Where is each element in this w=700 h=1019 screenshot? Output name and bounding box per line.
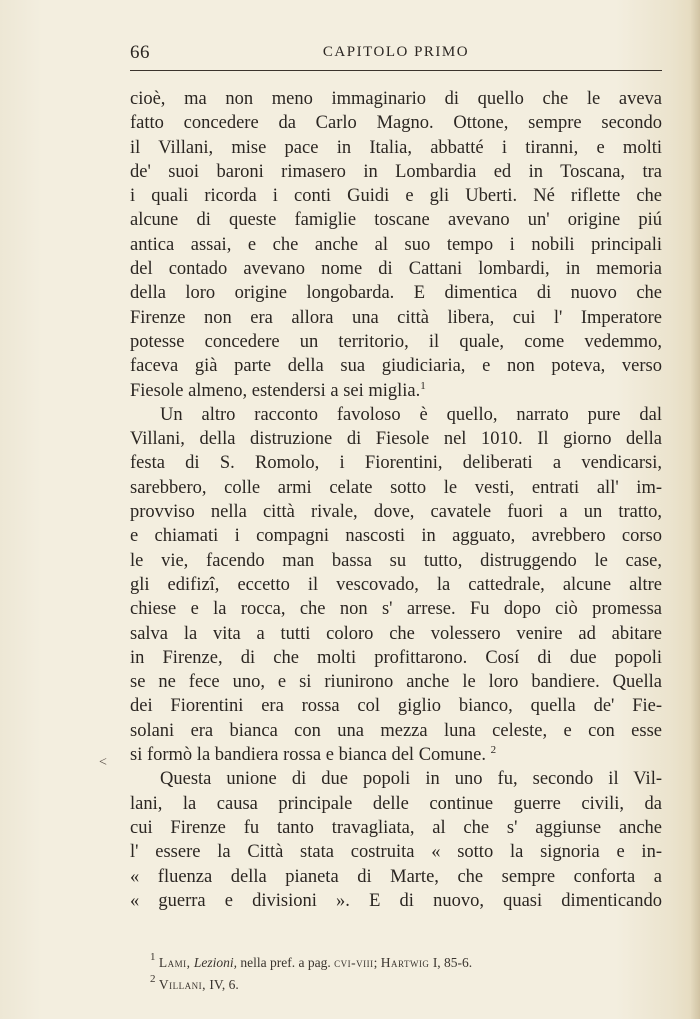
footnote-text: nella pref. a pag. <box>240 955 331 970</box>
footnote-2 <box>150 974 620 996</box>
footnote-marker: 2 <box>150 973 156 985</box>
text-line: antica assai, e che anche al suo tempo i nobili principali <box>130 234 662 255</box>
text-line: « fluenza della pianeta di Marte, che sempre conforta a <box>130 866 662 887</box>
text-line: potesse concedere un territorio, il quale, come vedemmo, <box>130 331 662 352</box>
footnote-ref-1[interactable]: 1 <box>420 379 426 392</box>
text-line: cioè, ma non meno immaginario di quello che le aveva <box>130 89 662 109</box>
text-line: i quali ricorda i conti Guidi e gli Uberti. Né riflette che <box>130 186 662 207</box>
footnote-author-2: Hartwig <box>380 955 430 970</box>
text-line: Fiesole almeno, estendersi a sei miglia. <box>130 380 421 401</box>
header-rule <box>130 70 662 71</box>
text-line: del contado avevano nome di Cattani lombardi, in memoria <box>130 259 662 280</box>
footnote-ref: IV, 6. <box>209 977 239 992</box>
footnote-author: Villani, <box>158 977 206 992</box>
text-line: fatto concedere da Carlo Magno. Ottone, sempre secondo <box>130 113 662 134</box>
body-text <box>130 87 662 913</box>
text-line: alcune di queste famiglie toscane avevano un' origine piú <box>130 210 662 231</box>
footnote-marker: 1 <box>150 951 156 963</box>
footnote-ref-2[interactable]: 2 <box>490 744 497 757</box>
footnote-1 <box>150 952 620 974</box>
text-line: Firenze non era allora una città libera, cui l' Imperatore <box>130 307 662 328</box>
text-line: de' suoi baroni rimasero in Lombardia ed in Toscana, tra <box>130 161 662 182</box>
text-line: faceva già parte della sua giudiciaria, e non poteva, verso <box>130 356 662 377</box>
text-line: solani era bianca con una mezza luna celeste, e con esse <box>130 720 662 741</box>
running-header <box>130 42 662 66</box>
footnote-pages: cvi-viii <box>334 955 374 970</box>
text-line: si formò la bandiera rossa e bianca del Comune. <box>130 745 487 766</box>
footnote-work: Lezioni, <box>193 955 238 970</box>
text-line: chiese e la rocca, che non s' arrese. Fu dopo ciò promessa <box>130 599 662 620</box>
paragraph-end-line <box>130 743 662 767</box>
text-line: lani, la causa principale delle continue guerre civili, da <box>130 793 662 814</box>
text-line: l' essere la Città stata costruita « sotto la signoria e in- <box>130 842 662 863</box>
text-line: se ne fece uno, e si riunirono anche le loro bandiere. Quella <box>130 672 662 693</box>
text-line: sarebbero, colle armi celate sotto le vesti, entrati all' im- <box>130 477 662 498</box>
text-line: Villani, della distruzione di Fiesole nel 1010. Il giorno della <box>130 429 662 450</box>
text-line: dei Fiorentini era rossa col giglio bianco, quella de' Fie- <box>130 696 662 717</box>
footnote-ref: I, 85-6. <box>432 955 473 970</box>
chapter-title: CAPITOLO PRIMO <box>322 44 470 60</box>
text-line: le vie, facendo man bassa su tutto, distruggendo le case, <box>130 550 662 571</box>
text-line: della loro origine longobarda. E dimentica di nuovo che <box>130 283 662 304</box>
page-edge-shadow <box>690 0 700 1019</box>
text-line: in Firenze, di che molti profittarono. Cosí di due popoli <box>130 647 662 668</box>
margin-mark: < <box>99 755 107 770</box>
text-line: salva la vita a tutti coloro che volessero venire ad abitare <box>130 623 662 644</box>
footnote-separator: ; <box>373 955 378 970</box>
text-line: cui Firenze fu tanto travagliata, al che s' aggiunse anche <box>130 817 662 838</box>
text-line: « guerra e divisioni ». E di nuovo, quasi dimenticando <box>130 890 662 911</box>
text-line: e chiamati i compagni nascosti in agguato, avrebbero corso <box>130 526 662 547</box>
text-line: il Villani, mise pace in Italia, abbatté i tiranni, e molti <box>130 137 662 158</box>
paragraph-end-line <box>130 379 662 403</box>
page-number: 66 <box>130 42 150 63</box>
text-line: Questa unione di due popoli in uno fu, secondo il Vil- <box>160 769 662 790</box>
text-line: festa di S. Romolo, i Fiorentini, deliberati a vendicarsi, <box>130 453 662 474</box>
text-line: Un altro racconto favoloso è quello, narrato pure dal <box>160 404 662 425</box>
footnotes <box>150 952 620 996</box>
text-line: provviso nella città rivale, dove, cavatele fuori a un tratto, <box>130 502 662 523</box>
footnote-author: Lami, <box>158 955 191 970</box>
text-line: gli edifizî, eccetto il vescovado, la cattedrale, alcune altre <box>130 574 662 595</box>
